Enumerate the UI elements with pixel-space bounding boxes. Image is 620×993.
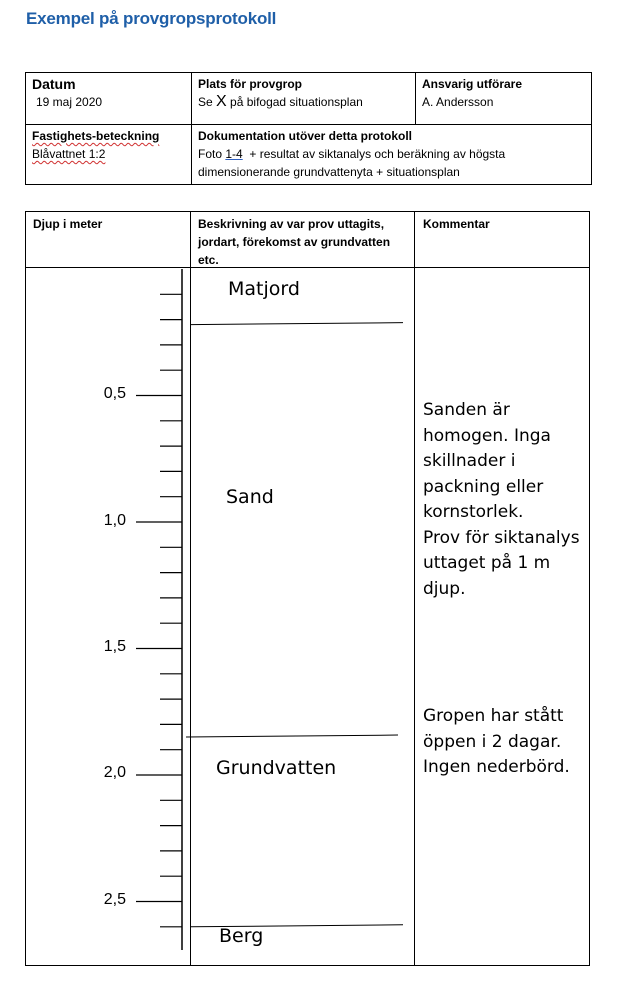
depth-label-2-0: 2,0 [103,764,126,781]
plats-value [198,93,409,111]
layer-sand: Sand [226,486,274,508]
layer-matjord: Matjord [228,278,300,300]
ansvarig-cell [416,73,592,125]
depth-label-1-5: 1,5 [103,638,126,655]
fastighet-value: Blåvattnet 1:2 [32,147,106,161]
comment-grundvatten: Gropen har stått öppen i 2 dagar. Ingen nederbörd. [423,706,570,777]
depth-label-0-5: 0,5 [103,385,126,402]
layer-boundary-line [186,735,398,737]
layer-grundvatten: Grundvatten [216,757,337,779]
dok-value-pre: Foto [198,147,223,161]
kommentar-header: Kommentar [423,217,490,231]
datum-label: Datum [32,76,76,92]
depth-label-1-0: 1,0 [103,512,126,529]
ansvarig-value: A. Andersson [422,95,494,109]
fastighet-label: Fastighets-beteckning [32,129,160,143]
dok-value-post: + resultat av siktanalys och beräkning av högsta dimensionerande grundvattenyta + situationsplan [198,147,506,179]
page-title: Exempel på provgropsprotokoll [26,9,277,28]
depth-log-table [25,211,590,966]
dokumentation-cell [192,125,592,185]
plats-cell [192,73,416,125]
comment-sand: Sanden är homogen. Inga skillnader i packning eller kornstorlek. Prov för siktanalys uttaget på 1 m djup. [423,400,580,599]
ansvarig-label: Ansvarig utförare [422,77,523,91]
djup-header: Djup i meter [33,217,103,231]
plats-value-post: på bifogad situationsplan [230,95,363,109]
layer-berg: Berg [219,925,264,947]
beskrivning-header-text: Beskrivning av var prov uttagits, jordart, förekomst av grundvatten etc. [198,217,391,267]
datum-value: 19 maj 2020 [36,95,103,109]
info-table [25,72,592,185]
layer-boundary-line [190,323,403,325]
datum-cell [26,73,192,125]
plats-x-mark: X [216,93,227,110]
dok-foto-ref: 1-4 [225,147,243,161]
fastighet-cell [26,125,192,185]
plats-label: Plats för provgrop [198,77,303,91]
dokumentation-label: Dokumentation utöver detta protokoll [198,129,413,143]
depth-label-2-5: 2,5 [103,891,126,908]
plats-value-pre: Se [198,95,213,109]
dokumentation-value [198,145,585,181]
